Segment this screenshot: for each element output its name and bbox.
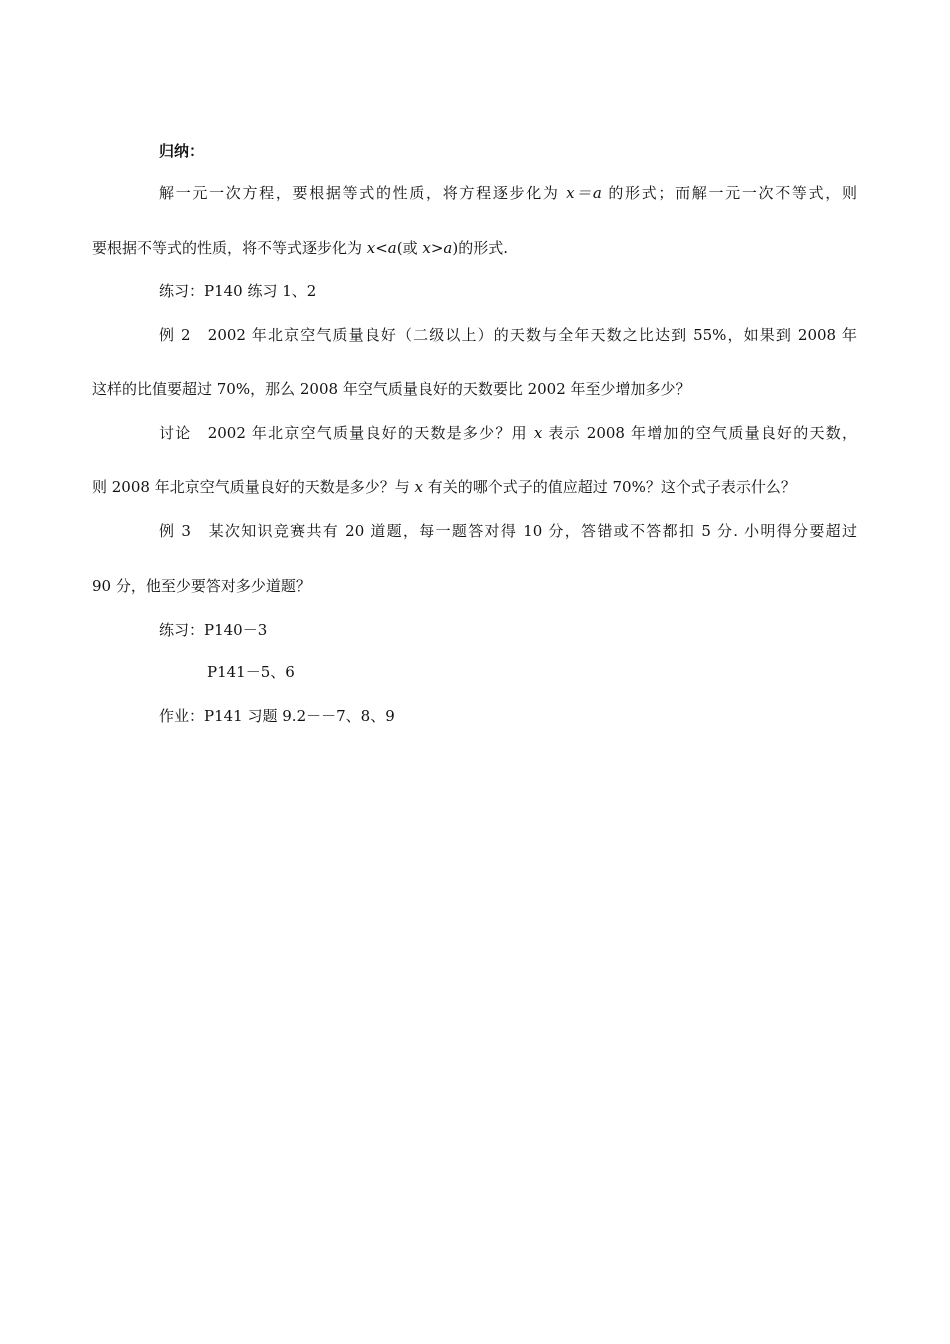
practice-2-line-2: P141－5、6 <box>207 663 295 681</box>
discussion-line-2 <box>92 477 796 497</box>
summary-equation: x＝a <box>566 184 602 202</box>
practice-2-line-1: 练习：P140－3 <box>159 621 268 639</box>
example-2-line-2: 这样的比值要超过 70%，那么 2008 年空气质量良好的天数要比 2002 年至少增加多少？ <box>92 380 691 398</box>
homework: 作业：P141 习题 9.2－－7、8、9 <box>159 707 395 725</box>
discussion-text-2b: 有关的哪个式子的值应超过 70%？这个式子表示什么？ <box>422 478 796 496</box>
example-3-line-2: 90 分，他至少要答对多少道题？ <box>92 577 311 595</box>
summary-text-2b: )的形式. <box>452 239 508 257</box>
summary-inequality-2: x>a <box>422 239 453 257</box>
discussion-variable-1: x <box>533 424 543 442</box>
example-2-line-1: 例 2 2002 年北京空气质量良好（二级以上）的天数与全年天数之比达到 55%，如果到 2008 年 <box>159 326 857 344</box>
section-heading: 归纳： <box>159 142 205 160</box>
example-3-line-1: 例 3 某次知识竞赛共有 20 道题，每一题答对得 10 分，答错或不答都扣 5 分. 小明得分要超过 <box>159 522 857 540</box>
summary-text-1a: 解一元一次方程，要根据等式的性质，将方程逐步化为 <box>159 184 567 202</box>
summary-inequality-1: x<a <box>366 239 397 257</box>
discussion-line-1 <box>159 423 857 443</box>
summary-text-2a: 要根据不等式的性质，将不等式逐步化为 <box>92 239 367 257</box>
practice-1: 练习：P140 练习 1、2 <box>159 282 317 300</box>
summary-text-2mid: (或 <box>396 239 423 257</box>
discussion-text-1a: 讨论 2002 年北京空气质量良好的天数是多少？用 <box>159 424 534 442</box>
discussion-variable-2: x <box>414 478 423 496</box>
discussion-text-2a: 则 2008 年北京空气质量良好的天数是多少？与 <box>92 478 415 496</box>
summary-line-2 <box>92 238 508 258</box>
summary-text-1b: 的形式；而解一元一次不等式，则 <box>601 184 857 202</box>
summary-line-1 <box>159 183 857 203</box>
discussion-text-1b: 表示 2008 年增加的空气质量良好的天数， <box>542 424 857 442</box>
